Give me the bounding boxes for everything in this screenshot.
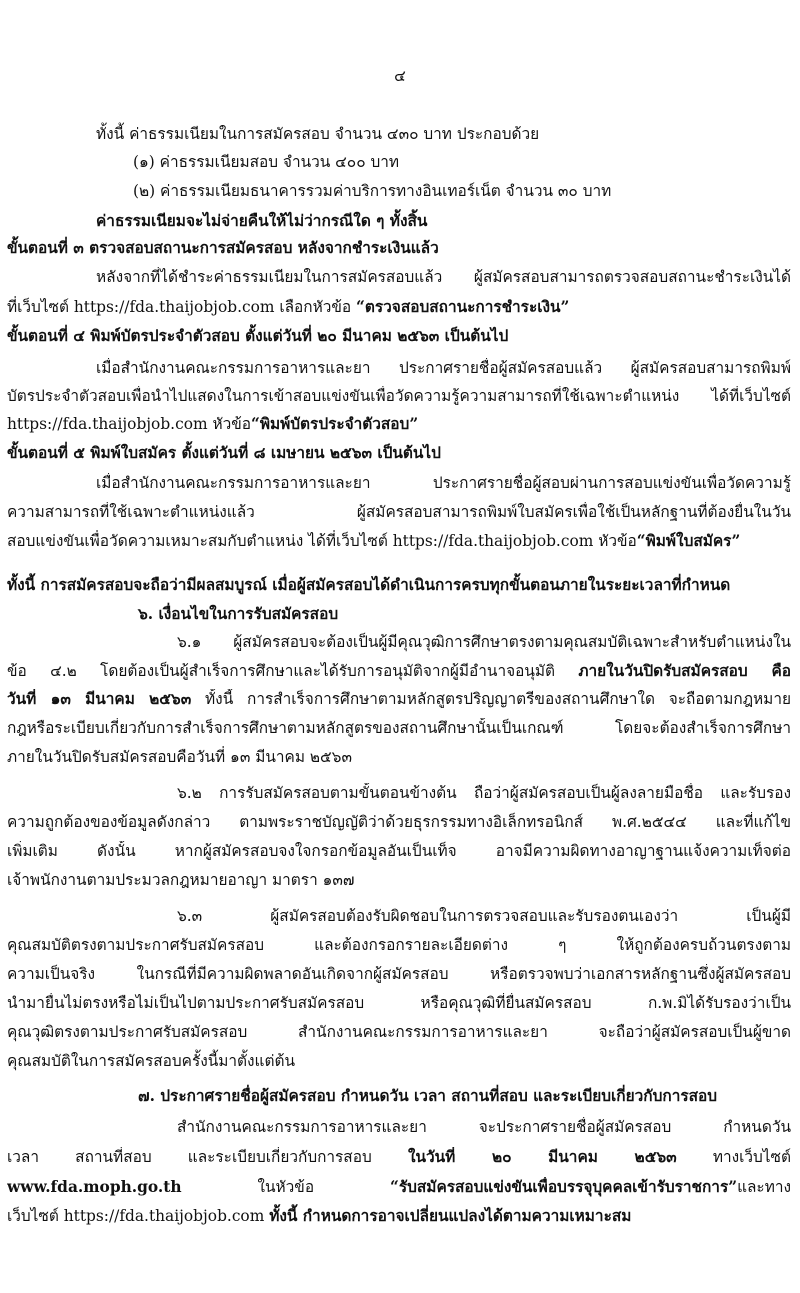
step5-line-1: เมื่อสำนักงานคณะกรรมการอาหารและยา ประกาศรายชื่อผู้สอบผ่านการสอบแข่งขันเพื่อวัดความรู้ (96, 474, 791, 492)
p61-line-2: ข้อ ๔.๒ โดยต้องเป็นผู้สำเร็จการศึกษาและได้รับการอนุมัติจากผู้มีอำนาจอนุมัติ ภายในวันปิดรับสมัครสอบ คือ (7, 662, 791, 680)
step4-line-3: https://fda.thaijobjob.com หัวข้อ“พิมพ์บัตรประจำตัวสอบ” (7, 415, 419, 433)
fee-item-2: (๒) ค่าธรรมเนียมธนาคารรวมค่าบริการทางอินเทอร์เน็ต จำนวน ๓๐ บาท (133, 182, 612, 200)
step4-heading: ขั้นตอนที่ ๔ พิมพ์บัตรประจำตัวสอบ ตั้งแต่วันที่ ๒๐ มีนาคม ๒๕๖๓ เป็นต้นไป (7, 327, 509, 345)
p62-line-1: ๖.๒ การรับสมัครสอบตามขั้นตอนข้างต้น ถือว่าผู้สมัครสอบเป็นผู้ลงลายมือชื่อ และรับรอง (177, 784, 791, 802)
p63-line-1: ๖.๓ ผู้สมัครสอบต้องรับผิดชอบในการตรวจสอบและรับรองตนเองว่า เป็นผู้มี (177, 907, 791, 925)
step5-line-2: ความสามารถที่ใช้เฉพาะตำแหน่งแล้ว ผู้สมัครสอบสามารถพิมพ์ใบสมัครเพื่อใช้เป็นหลักฐานที่ต้องยื่นในวัน (7, 503, 791, 521)
p61-line-1: ๖.๑ ผู้สมัครสอบจะต้องเป็นผู้มีคุณวุฒิการศึกษาตรงตามคุณสมบัติเฉพาะสำหรับตำแหน่งใน (177, 633, 791, 651)
p61-line-3: วันที่ ๑๓ มีนาคม ๒๕๖๓ ทั้งนี้ การสำเร็จการศึกษาตามหลักสูตรปริญญาตรีของสถานศึกษาใด จะถือตามกฎหมาย (7, 690, 791, 708)
fee-item-1: (๑) ค่าธรรมเนียมสอบ จำนวน ๔๐๐ บาท (133, 153, 400, 171)
p63-line-4: นำมายื่นไม่ตรงหรือไม่เป็นไปตามประกาศรับสมัครสอบ หรือคุณวุฒิที่ยื่นสมัครสอบ ก.พ.มิได้รับรองว่าเป็น (7, 994, 791, 1012)
step4-line-1: เมื่อสำนักงานคณะกรรมการอาหารและยา ประกาศรายชื่อผู้สมัครสอบแล้ว ผู้สมัครสอบสามารถพิมพ์ (96, 359, 791, 377)
section6-heading: ๖. เงื่อนไขในการรับสมัครสอบ (138, 605, 339, 623)
p62-line-3: เพิ่มเติม ดังนั้น หากผู้สมัครสอบจงใจกรอกข้อมูลอันเป็นเท็จ อาจมีความผิดทางอาญาฐานแจ้งความเท็จต่อ (7, 842, 791, 860)
completion-note: ทั้งนี้ การสมัครสอบจะถือว่ามีผลสมบูรณ์ เมื่อผู้สมัครสอบได้ดำเนินการครบทุกขั้นตอนภายในระยะเวลาที่กำหนด (7, 576, 731, 594)
p62-line-4: เจ้าพนักงานตามประมวลกฎหมายอาญา มาตรา ๑๓๗ (7, 871, 355, 889)
p61-line-5: ภายในวันปิดรับสมัครสอบคือวันที่ ๑๓ มีนาคม ๒๕๖๓ (7, 748, 352, 766)
fee-no-refund: ค่าธรรมเนียมจะไม่จ่ายคืนให้ไม่ว่ากรณีใด ๆ ทั้งสิ้น (96, 212, 428, 230)
section7-line-2: เวลา สถานที่สอบ และระเบียบเกี่ยวกับการสอบ ในวันที่ ๒๐ มีนาคม ๒๕๖๓ ทางเว็บไซต์ (7, 1148, 791, 1166)
fee-intro: ทั้งนี้ ค่าธรรมเนียมในการสมัครสอบ จำนวน ๔๓๐ บาท ประกอบด้วย (96, 125, 540, 143)
section7-line-3: www.fda.moph.go.th ในหัวข้อ “รับสมัครสอบแข่งขันเพื่อบรรจุบุคคลเข้ารับราชการ”และทาง (7, 1178, 791, 1196)
section7-line-1: สำนักงานคณะกรรมการอาหารและยา จะประกาศรายชื่อผู้สมัครสอบ กำหนดวัน (177, 1118, 791, 1136)
p62-line-2: ความถูกต้องของข้อมูลดังกล่าว ตามพระราชบัญญัติว่าด้วยธุรกรรมทางอิเล็กทรอนิกส์ พ.ศ.๒๕๔๔ และที่แก้ไข (7, 813, 791, 831)
section7-heading: ๗. ประกาศรายชื่อผู้สมัครสอบ กำหนดวัน เวลา สถานที่สอบ และระเบียบเกี่ยวกับการสอบ (138, 1087, 718, 1105)
p63-line-3: ความเป็นจริง ในกรณีที่มีความผิดพลาดอันเกิดจากผู้สมัครสอบ หรือตรวจพบว่าเอกสารหลักฐานซึ่งผู้สมัครสอบ (7, 965, 791, 983)
step5-heading: ขั้นตอนที่ ๕ พิมพ์ใบสมัคร ตั้งแต่วันที่ ๘ เมษายน ๒๕๖๓ เป็นต้นไป (7, 444, 441, 462)
p63-line-6: คุณสมบัติในการสมัครสอบครั้งนี้มาตั้งแต่ต้น (7, 1052, 295, 1070)
page-number: ๔ (394, 67, 406, 85)
p63-line-5: คุณวุฒิตรงตามประกาศรับสมัครสอบ สำนักงานคณะกรรมการอาหารและยา จะถือว่าผู้สมัครสอบเป็นผู้ขาด (7, 1023, 791, 1041)
p63-line-2: คุณสมบัติตรงตามประกาศรับสมัครสอบ และต้องกรอกรายละเอียดต่าง ๆ ให้ถูกต้องครบถ้วนตรงตาม (7, 936, 791, 954)
step3-line-2: ที่เว็บไซต์ https://fda.thaijobjob.com เลือกหัวข้อ “ตรวจสอบสถานะการชำระเงิน” (7, 298, 570, 316)
step3-line-1: หลังจากที่ได้ชำระค่าธรรมเนียมในการสมัครสอบแล้ว ผู้สมัครสอบสามารถตรวจสอบสถานะชำระเงินได้ (96, 268, 791, 286)
p61-line-4: กฎหรือระเบียบเกี่ยวกับการสำเร็จการศึกษาตามหลักสูตรของสถานศึกษานั้นเป็นเกณฑ์ โดยจะต้องสำเร็จการศึกษา (7, 719, 791, 737)
step5-line-3: สอบแข่งขันเพื่อวัดความเหมาะสมกับตำแหน่ง ได้ที่เว็บไซต์ https://fda.thaijobjob.com หัวข้อ“พิมพ์ใบสมัคร” (7, 532, 741, 550)
step3-heading: ขั้นตอนที่ ๓ ตรวจสอบสถานะการสมัครสอบ หลังจากชำระเงินแล้ว (7, 239, 439, 257)
step4-line-2: บัตรประจำตัวสอบเพื่อนำไปแสดงในการเข้าสอบแข่งขันเพื่อวัดความรู้ความสามารถที่ใช้เฉพาะตำแหน่ง ได้ที่เว็บไซต์ (7, 387, 791, 405)
section7-line-4: เว็บไซต์ https://fda.thaijobjob.com ทั้งนี้ กำหนดการอาจเปลี่ยนแปลงได้ตามความเหมาะสม (7, 1207, 632, 1225)
